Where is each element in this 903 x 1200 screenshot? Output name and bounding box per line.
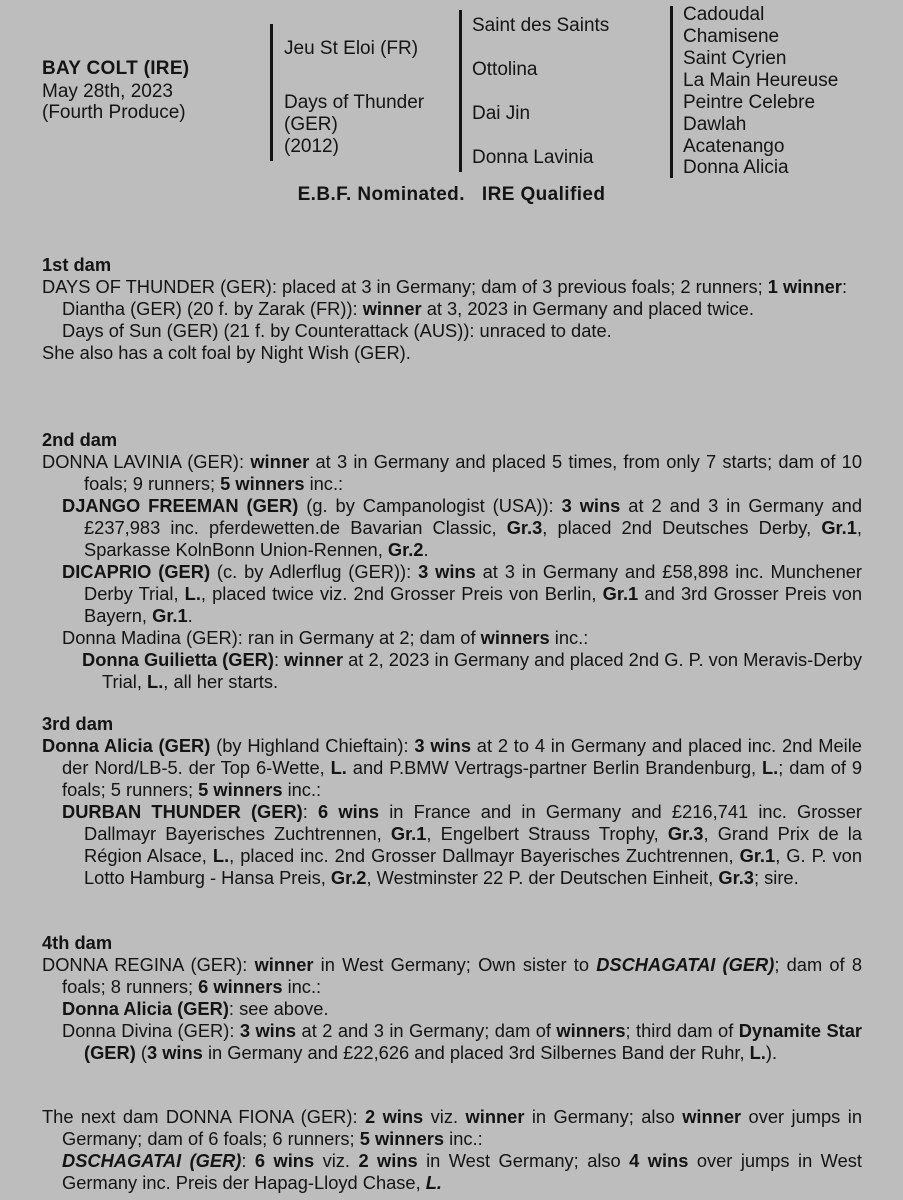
pedigree-bracket-2 (459, 10, 462, 172)
fourth-dam-heading: 4th dam (42, 932, 113, 953)
section-fourth-dam (42, 932, 862, 1064)
grandsire-paternal: Saint des Saints (472, 15, 610, 36)
progeny-django-freeman: DJANGO FREEMAN (GER) (g. by Campanologist (USA)): 3 wins at 2 and 3 in Germany and £237,983 inc. pferdewetten.de Bavarian Classic, Gr.3, placed 2nd Deutsches Derby, Gr.1, Sparkasse KolnBonn Union-Rennen, Gr.2. (62, 495, 862, 560)
section-second-dam (42, 429, 862, 693)
fourth-dam-entry: DONNA REGINA (GER): winner in West Germany; Own sister to DSCHAGATAI (GER); dam of 8 foals; 8 runners; 6 winners inc.: (42, 954, 862, 997)
next-dam-entry: The next dam DONNA FIONA (GER): 2 wins viz. winner in Germany; also winner over jumps in Germany; dam of 6 foals; 6 runners; 5 winners inc.: (42, 1106, 862, 1149)
dam-name-line1: Days of Thunder (284, 92, 425, 113)
section-first-dam (42, 254, 862, 364)
pedigree-bracket-3 (670, 6, 673, 178)
great-grandparent: Saint Cyrien (683, 48, 787, 69)
sire-name: Jeu St Eloi (FR) (284, 38, 419, 59)
great-grandparent: Peintre Celebre (683, 92, 816, 113)
first-dam-entry: DAYS OF THUNDER (GER): placed at 3 in Germany; dam of 3 previous foals; 2 runners; 1 winner: (42, 276, 848, 297)
third-dam-heading: 3rd dam (42, 713, 114, 734)
progeny-dschagatai: DSCHAGATAI (GER): 6 wins viz. 2 wins in West Germany; also 4 wins over jumps in West Germany inc. Preis der Hapag-Lloyd Chase, L. (62, 1150, 862, 1193)
progeny-dicaprio: DICAPRIO (GER) (c. by Adlerflug (GER)): 3 wins at 3 in Germany and £58,898 inc. Munchener Derby Trial, L., placed twice viz. 2nd Grosser Preis von Berlin, Gr.1 and 3rd Grosser Preis von Bayern, Gr.1. (62, 561, 862, 626)
pedigree-bracket-1 (270, 24, 273, 161)
great-grandparent: Acatenango (683, 136, 785, 157)
qualification-line (0, 184, 903, 206)
progeny-donna-divina: Donna Divina (GER): 3 wins at 2 and 3 in Germany; dam of winners; third dam of Dynamite Star (GER) (3 wins in Germany and £22,626 and placed 3rd Silbernes Band der Ruhr, L.). (62, 1020, 863, 1063)
first-dam-heading: 1st dam (42, 254, 112, 275)
foaling-date: May 28th, 2023 (42, 81, 173, 102)
ebf-nominated: E.B.F. Nominated. (297, 184, 465, 205)
second-dam-heading: 2nd dam (42, 429, 118, 450)
granddam-maternal: Donna Lavinia (472, 147, 594, 168)
great-grandparent: La Main Heureuse (683, 70, 839, 91)
great-grandparent: Chamisene (683, 26, 780, 47)
grandprogeny-donna-guilietta: Donna Guilietta (GER): winner at 2, 2023 in Germany and placed 2nd G. P. von Meravis-Derby Trial, L., all her starts. (82, 649, 863, 692)
third-dam-entry: Donna Alicia (GER) (by Highland Chieftain): 3 wins at 2 to 4 in Germany and placed inc. 2nd Meile der Nord/LB-5. der Top 6-Wette, L. and P.BMW Vertrags-partner Berlin Brandenburg, L.; dam of 9 foals; 5 runners; 5 winners inc.: (42, 735, 863, 800)
progeny-durban-thunder: DURBAN THUNDER (GER): 6 wins in France and in Germany and £216,741 inc. Grosser Dallmayr Bayerisches Zuchtrennen, Gr.1, Engelbert Strauss Trophy, Gr.3, Grand Prix de la Région Alsace, L., placed inc. 2nd Grosser Dallmayr Bayerisches Zuchtrennen, Gr.1, G. P. von Lotto Hamburg - Hansa Preis, Gr.2, Westminster 22 P. der Deutschen Einheit, Gr.3; sire. (62, 801, 862, 888)
great-grandparent: Cadoudal (683, 4, 765, 25)
colt-foal-note: She also has a colt foal by Night Wish (GER). (42, 342, 411, 363)
foal-days-of-sun: Days of Sun (GER) (21 f. by Counterattack (AUS)): unraced to date. (62, 320, 612, 341)
section-next-dam (42, 1106, 862, 1194)
produce-note: (Fourth Produce) (42, 102, 186, 123)
horse-title: BAY COLT (IRE) (42, 58, 190, 79)
ire-qualified: IRE Qualified (481, 184, 606, 205)
grandsire-maternal: Dai Jin (472, 103, 531, 124)
great-grandparent: Donna Alicia (683, 157, 789, 178)
dam-foaled-year: (2012) (284, 136, 339, 157)
progeny-donna-madina: Donna Madina (GER): ran in Germany at 2; dam of winners inc.: (62, 627, 589, 648)
foal-diantha: Diantha (GER) (20 f. by Zarak (FR)): winner at 3, 2023 in Germany and placed twice. (62, 298, 754, 319)
granddam-paternal: Ottolina (472, 59, 538, 80)
great-grandparent: Dawlah (683, 114, 747, 135)
progeny-donna-alicia: Donna Alicia (GER): see above. (62, 998, 329, 1019)
dam-name-line2: (GER) (284, 114, 338, 135)
second-dam-entry: DONNA LAVINIA (GER): winner at 3 in Germany and placed 5 times, from only 7 starts; dam of 10 foals; 9 runners; 5 winners inc.: (42, 451, 862, 494)
section-third-dam (42, 713, 862, 889)
